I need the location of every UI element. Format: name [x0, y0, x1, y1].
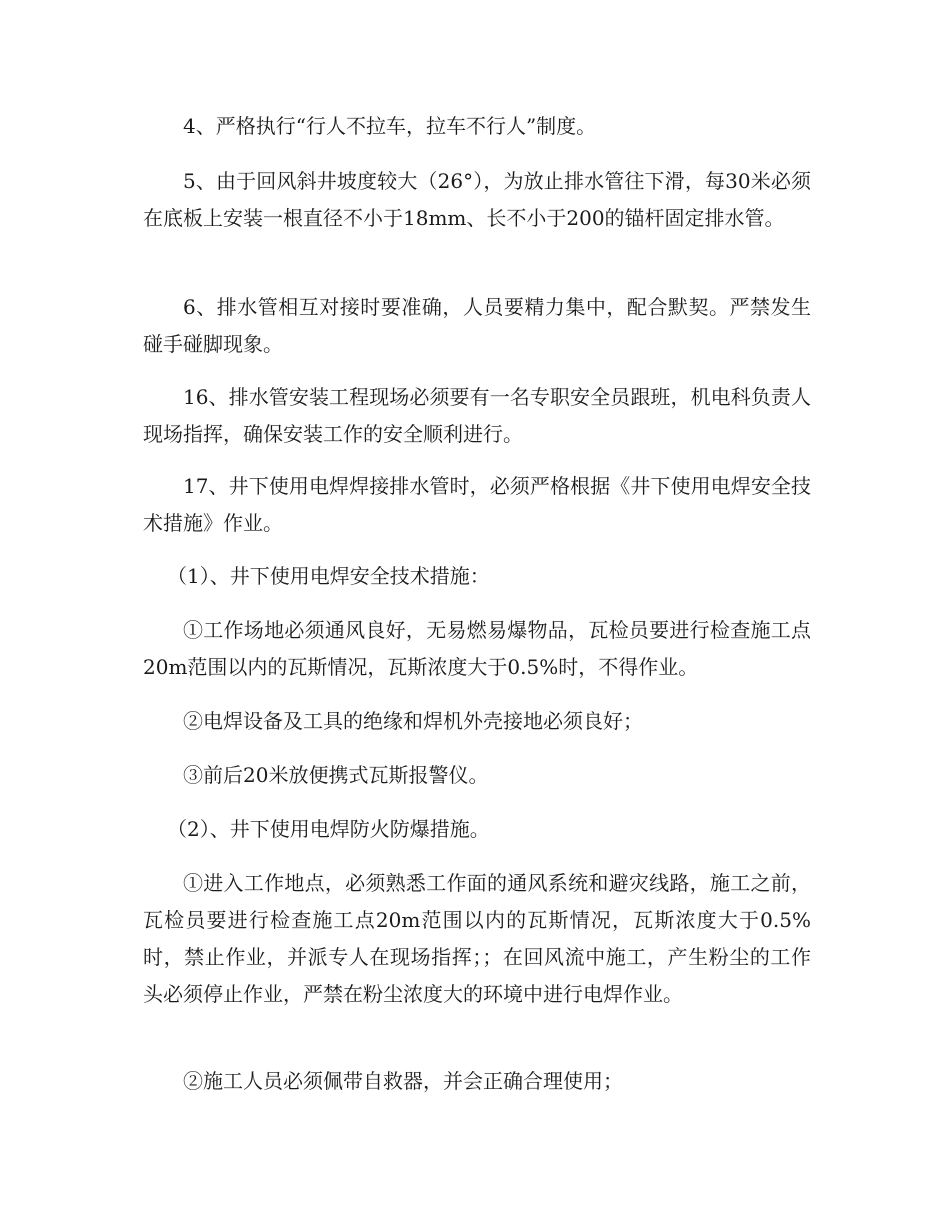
list-item-circled-1-fire: ①进入工作地点，必须熟悉工作面的通风系统和避灾线路，施工之前，瓦检员要进行检查施工点20m范围以内的瓦斯情况，瓦斯浓度大于0.5%时，禁止作业，并派专人在现场指挥；；在回风流中施工，产生粉尘的工作头必须停止作业，严禁在粉尘浓度大的环境中进行电焊作业。: [143, 871, 811, 1006]
subsection-heading-1: （1）、井下使用电焊安全技术措施：: [167, 564, 490, 588]
list-item-circled-1: ①工作场地必须通风良好，无易燃易爆物品，瓦检员要进行检查施工点20m范围以内的瓦斯情况，瓦斯浓度大于0.5%时，不得作业。: [143, 618, 811, 679]
paragraph-item-5: 5、由于回风斜井坡度较大（26°），为放止排水管往下滑，每30米必须在底板上安装一根直径不小于18mm、长不小于200的锚杆固定排水管。: [143, 169, 811, 230]
paragraph-item-4: 4、严格执行“行人不拉车，拉车不行人”制度。: [183, 114, 597, 138]
list-item-circled-2: ②电焊设备及工具的绝缘和焊机外壳接地必须良好；: [183, 709, 643, 733]
paragraph-item-16: 16、排水管安装工程现场必须要有一名专职安全员跟班，机电科负责人现场指挥，确保安装工作的安全顺利进行。: [143, 385, 811, 446]
paragraph-item-17: 17、井下使用电焊焊接排水管时，必须严格根据《井下使用电焊安全技术措施》作业。: [143, 474, 811, 535]
subsection-heading-2: （2）、井下使用电焊防火防爆措施。: [167, 817, 490, 841]
list-item-circled-3: ③前后20米放便携式瓦斯报警仪。: [183, 763, 489, 787]
list-item-circled-2-fire: ②施工人员必须佩带自救器，并会正确合理使用；: [183, 1069, 623, 1093]
paragraph-item-6: 6、排水管相互对接时要准确，人员要精力集中，配合默契。严禁发生碰手碰脚现象。: [143, 295, 811, 356]
